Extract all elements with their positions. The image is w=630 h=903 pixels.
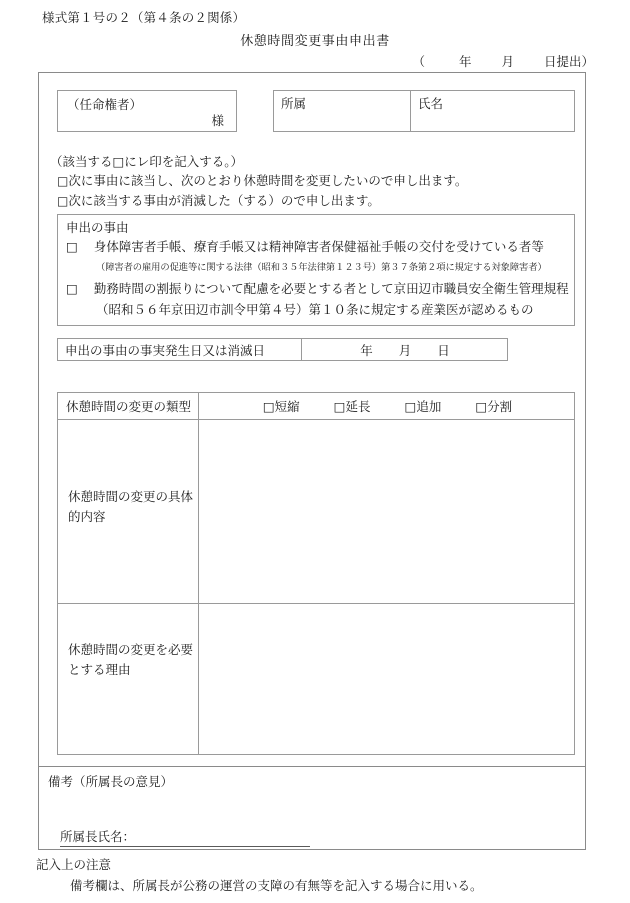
occurrence-date-label: 申出の事由の事実発生日又は消滅日 bbox=[65, 343, 266, 358]
appointer-box bbox=[57, 90, 237, 132]
submission-month-label: 月 bbox=[501, 54, 514, 69]
appointer-label: （任命権者） bbox=[67, 97, 143, 112]
checkbox-icon[interactable]: □ bbox=[66, 239, 78, 254]
occurrence-date-field[interactable] bbox=[301, 341, 509, 359]
submission-year-label: 年 bbox=[458, 54, 472, 69]
change-type-option-split-label: 分割 bbox=[487, 399, 513, 414]
appointer-honorific: 様 bbox=[211, 113, 224, 128]
occurrence-year-label: 年 bbox=[360, 343, 373, 358]
instruction-option-1[interactable] bbox=[57, 171, 570, 191]
change-type-option-shorten-label: 短縮 bbox=[274, 399, 300, 414]
reason-item-1[interactable] bbox=[66, 237, 544, 255]
checkbox-icon[interactable]: □ bbox=[404, 399, 417, 414]
instruction-option-2-label: 次に該当する事由が消滅した（する）ので申し出ます。 bbox=[68, 193, 380, 208]
occurrence-date-table bbox=[57, 338, 508, 361]
reasons-title: 申出の事由 bbox=[66, 220, 129, 235]
change-reason-label: 休憩時間の変更を必要とする理由 bbox=[68, 642, 194, 677]
change-type-option-add-label: 追加 bbox=[416, 399, 442, 414]
instruction-note: （該当する□にレ印を記入する。） bbox=[50, 154, 244, 169]
checkbox-icon[interactable]: □ bbox=[333, 399, 346, 414]
checkbox-icon[interactable]: □ bbox=[475, 399, 488, 414]
submission-open-paren: （ bbox=[412, 54, 425, 69]
occurrence-day-label: 日 bbox=[437, 343, 450, 358]
affiliation-label: 所属 bbox=[281, 96, 307, 111]
form-code: 様式第１号の２（第４条の２関係） bbox=[42, 10, 246, 25]
reason-item-2-continuation: （昭和５６年京田辺市訓令甲第４号）第１０条に規定する産業医が認めるもの bbox=[96, 302, 534, 317]
change-details-table bbox=[57, 392, 575, 755]
change-type-option-split[interactable] bbox=[475, 399, 512, 414]
checkbox-icon[interactable]: □ bbox=[57, 174, 69, 188]
reason-item-2-label: 勤務時間の割振りについて配慮を必要とする者として京田辺市職員安全衛生管理規程 bbox=[93, 281, 569, 296]
instruction-option-2[interactable] bbox=[57, 191, 570, 211]
submission-day-label: 日提出） bbox=[543, 54, 594, 69]
checkbox-icon[interactable]: □ bbox=[262, 399, 275, 414]
submission-date-line bbox=[0, 52, 594, 70]
checkbox-icon[interactable]: □ bbox=[57, 194, 69, 208]
change-type-options bbox=[199, 397, 576, 415]
name-label: 氏名 bbox=[418, 96, 444, 111]
reasons-box bbox=[57, 214, 575, 326]
table-divider bbox=[58, 419, 574, 420]
instructions-block bbox=[50, 152, 570, 211]
footer-notes-body: 備考欄は、所属長が公務の運営の支障の有無等を記入する場合に用いる。 bbox=[70, 878, 483, 893]
table-divider bbox=[410, 91, 411, 131]
supervisor-name-field[interactable]: 所属長氏名： bbox=[60, 827, 310, 847]
table-divider bbox=[58, 603, 574, 604]
reason-item-1-label: 身体障害者手帳、療育手帳又は精神障害者保健福祉手帳の交付を受けている者等 bbox=[93, 239, 544, 254]
instruction-option-1-label: 次に事由に該当し、次のとおり休憩時間を変更したいので申し出ます。 bbox=[68, 173, 468, 188]
remarks-title: 備考（所属長の意見） bbox=[48, 774, 174, 789]
remarks-divider bbox=[38, 766, 586, 767]
footer-notes-title: 記入上の注意 bbox=[36, 857, 112, 872]
occurrence-month-label: 月 bbox=[398, 343, 412, 358]
change-type-option-extend-label: 延長 bbox=[345, 399, 371, 414]
page-title: 休憩時間変更事由申出書 bbox=[240, 34, 390, 49]
change-detail-label: 休憩時間の変更の具体的内容 bbox=[68, 489, 194, 524]
change-type-option-add[interactable] bbox=[405, 399, 442, 414]
checkbox-icon[interactable]: □ bbox=[66, 281, 78, 296]
reason-item-2[interactable] bbox=[66, 279, 569, 297]
table-divider bbox=[198, 393, 199, 754]
change-type-option-shorten[interactable] bbox=[263, 399, 300, 414]
affiliation-name-table bbox=[273, 90, 575, 132]
change-type-option-extend[interactable] bbox=[334, 399, 371, 414]
reason-item-1-legal-note: （障害者の雇用の促進等に関する法律（昭和３５年法律第１２３号）第３７条第２項に規定する対象障害者） bbox=[96, 262, 547, 273]
change-type-label: 休憩時間の変更の類型 bbox=[66, 399, 192, 414]
